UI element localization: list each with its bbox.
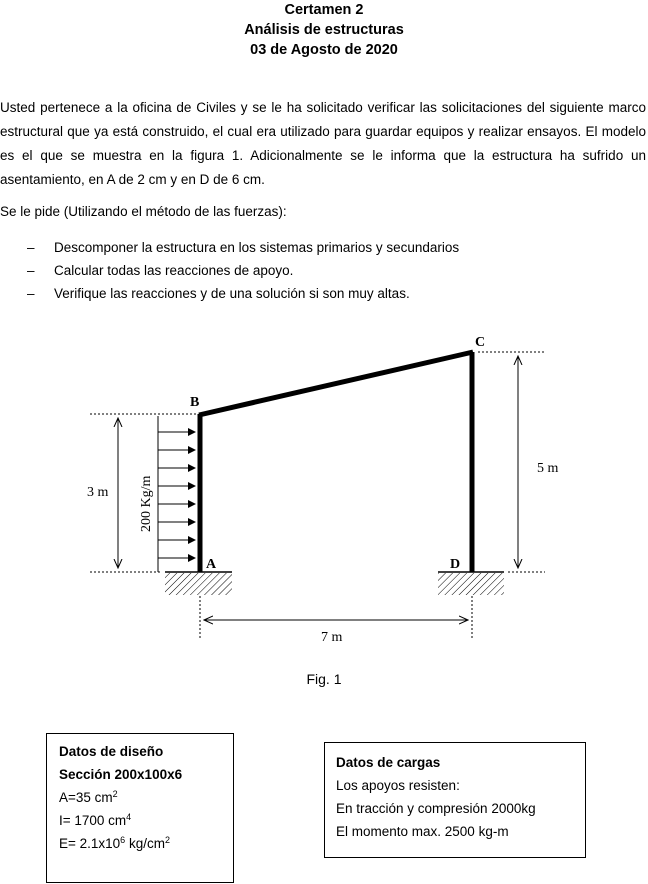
area-value: A=35 $cm^2$	[59, 789, 118, 805]
supports-resist: Los apoyos resisten:	[336, 778, 460, 793]
figure-background	[83, 322, 575, 652]
document-header	[0, 0, 648, 60]
load-label: 200 Kg/m	[139, 475, 154, 532]
support-a	[165, 572, 232, 595]
dimension-right-label: 5 m	[537, 461, 559, 476]
figure-caption: Fig. 1	[306, 671, 342, 687]
frame-figure	[0, 320, 648, 660]
axial-capacity: En tracción y compresión 2000kg	[336, 801, 536, 816]
task-text: Calcular todas las reacciones de apoyo.	[54, 263, 294, 278]
support-d	[438, 572, 504, 595]
task-bullet: –	[27, 286, 35, 301]
dimension-bottom-label: 7 m	[321, 630, 343, 645]
moment-capacity: El momento max. 2500 kg-m	[336, 824, 509, 839]
label-b: B	[190, 395, 200, 410]
modulus-value: $E= 2.1x10^6$ $kg/cm^2$	[59, 835, 170, 851]
exam-date: 03 de Agosto de 2020	[250, 42, 398, 58]
label-d: D	[450, 557, 461, 572]
instructions-lead: Se le pide (Utilizando el método de las fuerzas):	[0, 204, 287, 219]
exam-title: Certamen 2	[284, 2, 364, 18]
task-text: Verifique las reacciones y de una solución si son muy altas.	[54, 286, 410, 301]
dimension-left-label: 3 m	[87, 485, 109, 500]
label-a: A	[206, 557, 217, 572]
task-bullet: –	[27, 240, 35, 255]
design-data-box	[46, 733, 234, 883]
inertia-value: I= 1700 $cm^4$	[59, 812, 132, 828]
course-title: Análisis de estructuras	[244, 22, 404, 38]
section-spec: Sección 200x100x6	[59, 767, 183, 782]
task-text: Descomponer la estructura en los sistemas primarios y secundarios	[54, 240, 460, 255]
label-c: C	[475, 335, 486, 350]
load-data-box	[324, 742, 586, 858]
intro-paragraph: Usted pertenece a la oficina de Civiles y se le ha solicitado verificar las solicitaciones del siguiente marco estructural que ya está construido, el cual era utilizado para guardar equipos y realizar ensayos. El modelo es el que se muestra en la figura 1. Adicionalmente se le informa que la estructura ha sufrido un asentamiento, en A de 2 cm y en D de 6 cm.	[0, 100, 646, 187]
design-data-title: Datos de diseño	[59, 744, 164, 759]
task-bullet: –	[27, 263, 35, 278]
load-data-title: Datos de cargas	[336, 755, 441, 770]
